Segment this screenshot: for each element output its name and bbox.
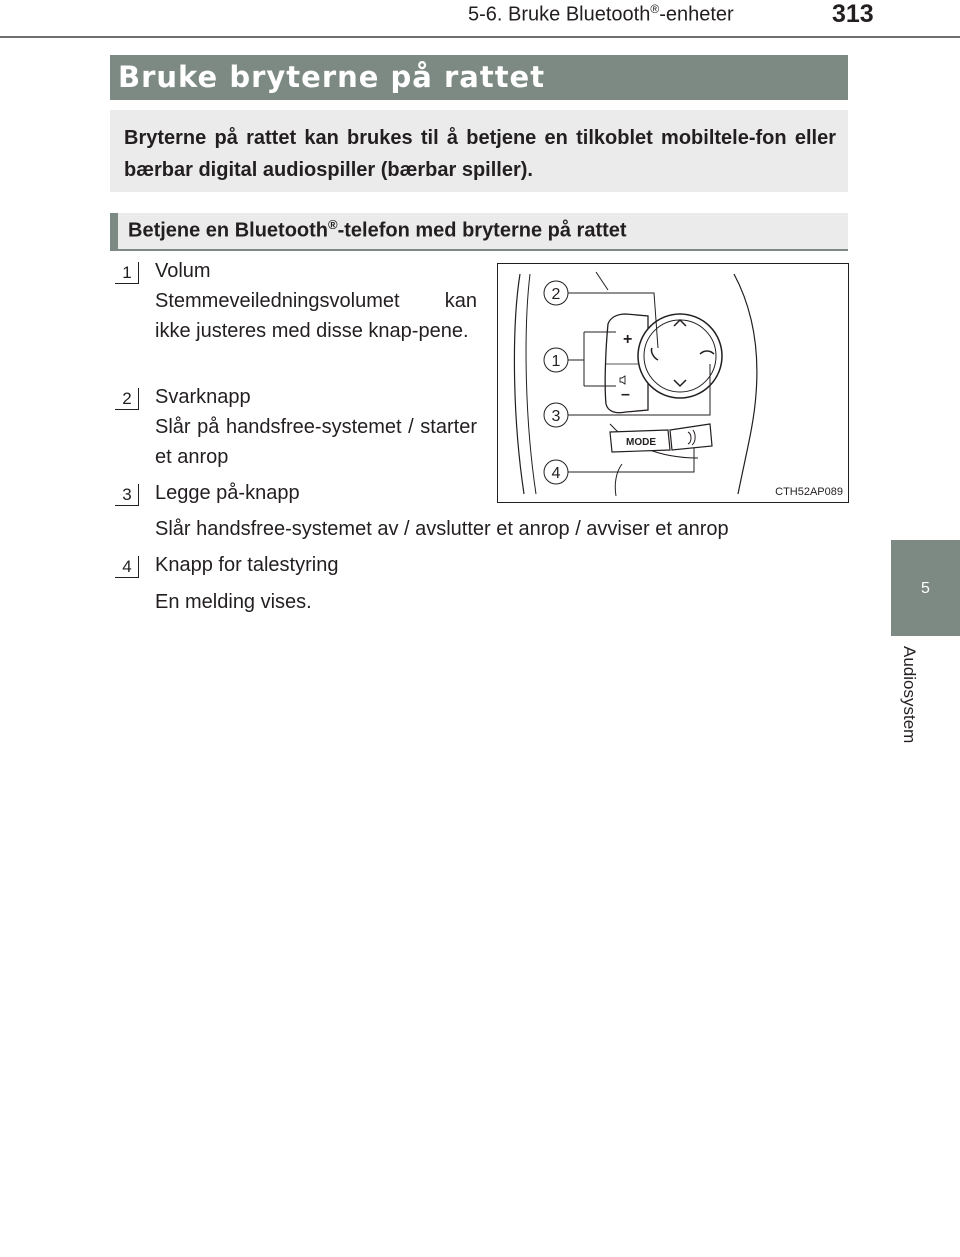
subsection-title: Betjene en Bluetooth®-telefon med bryterne på rattet (128, 217, 627, 242)
volume-minus-label: – (621, 386, 630, 403)
page-title-bar (110, 55, 848, 100)
header-divider (0, 36, 960, 38)
section-header: 5-6. Bruke Bluetooth®-enheter (468, 2, 734, 26)
item-hangup-description: Slår handsfree-systemet av / avslutter et anrop / avviser et anrop (155, 518, 729, 540)
item-number-badge: 3 (115, 484, 139, 506)
mode-button-label: MODE (626, 437, 656, 448)
item-number-badge: 1 (115, 262, 139, 284)
item-answer-button (155, 382, 477, 472)
subsection-header (110, 213, 848, 251)
item-number-badge: 2 (115, 388, 139, 410)
chapter-number: 5 (921, 580, 930, 597)
intro-text: Bryterne på rattet kan brukes til å betjene en tilkoblet mobiltele-fon eller bærbar digital audiospiller (bærbar spiller). (124, 127, 836, 181)
page-title: Bruke bryterne på rattet (118, 60, 546, 94)
callout-2: 2 (551, 286, 561, 303)
callout-4: 4 (551, 465, 561, 482)
item-title: Volum (155, 260, 211, 282)
callout-1: 1 (551, 353, 561, 370)
chapter-tab (891, 540, 960, 636)
steering-switch-illustration (497, 263, 849, 503)
item-title: Svarknapp (155, 386, 251, 408)
figure-code: CTH52AP089 (775, 486, 843, 498)
item-hangup-title: Legge på-knapp (155, 482, 300, 504)
steering-wheel-drawing (498, 264, 848, 502)
volume-plus-label: + (623, 331, 633, 348)
subsection-accent (110, 213, 118, 251)
page-number: 313 (832, 0, 874, 28)
item-description: Slår på handsfree-systemet / starter et anrop (155, 416, 477, 468)
item-volume (155, 256, 477, 346)
item-number-badge: 4 (115, 556, 139, 578)
item-description: Stemmeveiledningsvolumet kan ikke justeres med disse knap-pene. (155, 290, 477, 342)
chapter-label: Audiosystem (900, 646, 919, 744)
item-voice-description: En melding vises. (155, 591, 312, 613)
item-voice-title: Knapp for talestyring (155, 554, 339, 576)
callout-3: 3 (551, 408, 561, 425)
intro-box (110, 110, 848, 192)
